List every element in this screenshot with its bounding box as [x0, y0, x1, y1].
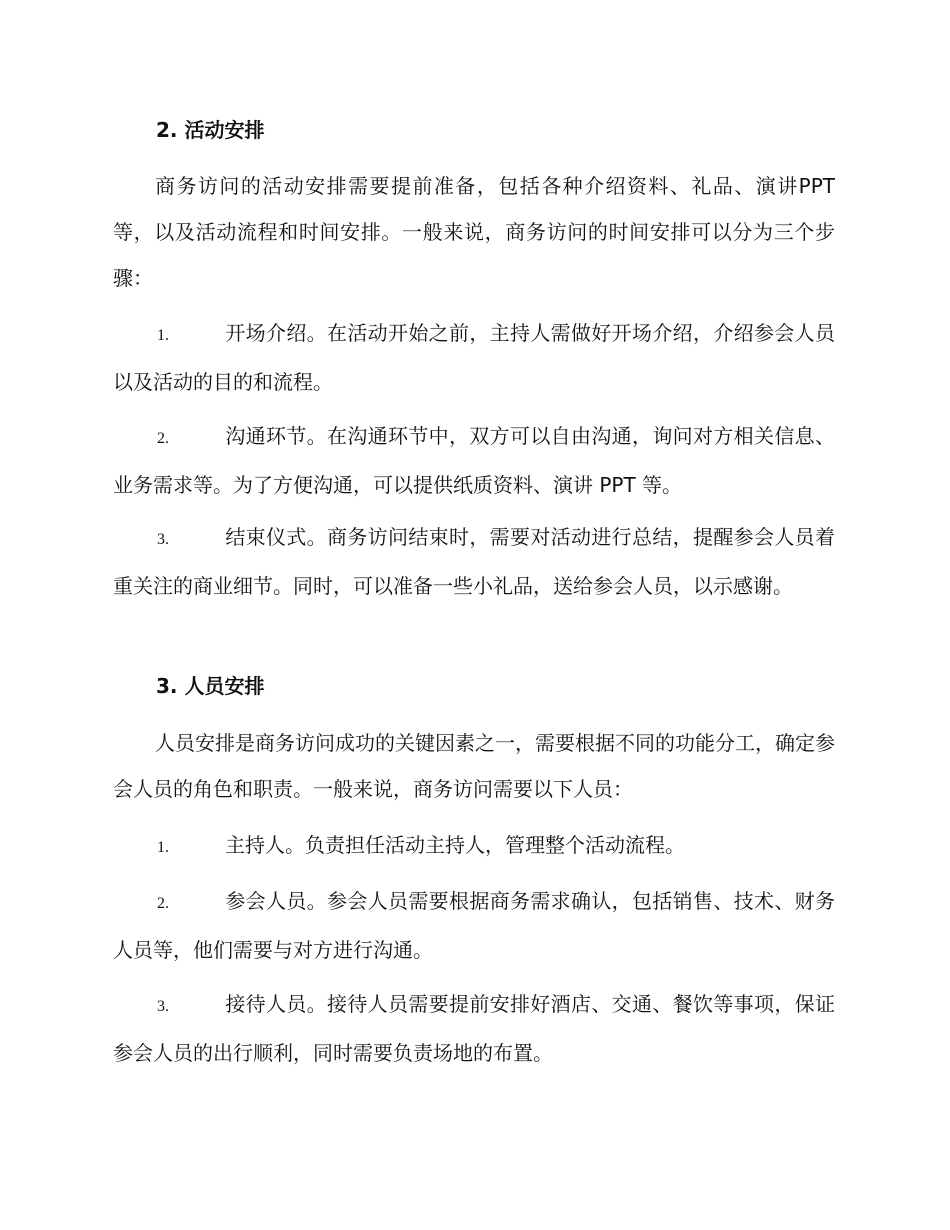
list-item-number: 3.: [157, 998, 169, 1015]
list-item: [113, 981, 835, 1076]
list-item: [113, 413, 835, 508]
list-item-text: 接待人员。接待人员需要提前安排好酒店、交通、餐饮等事项，保证参会人员的出行顺利，同时需要负责场地的布置。: [113, 992, 835, 1065]
section-heading-activity: 2. 活动安排: [156, 118, 265, 142]
list-item-number: 1.: [157, 839, 169, 856]
section-intro-staffing: 人员安排是商务访问成功的关键因素之一，需要根据不同的功能分工，确定参会人员的角色和职责。一般来说，商务访问需要以下人员：: [113, 731, 835, 801]
list-item-text: 沟通环节。在沟通环节中，双方可以自由沟通，询问对方相关信息、业务需求等。为了方便沟通，可以提供纸质资料、演讲 PPT 等。: [113, 424, 835, 497]
list-item-text: 参会人员。参会人员需要根据商务需求确认，包括销售、技术、财务人员等，他们需要与对方进行沟通。: [113, 889, 835, 962]
section-heading-staffing: 3. 人员安排: [156, 674, 265, 698]
list-item-text: 开场介绍。在活动开始之前，主持人需做好开场介绍，介绍参会人员以及活动的目的和流程。: [113, 321, 835, 394]
section-intro-activity: 商务访问的活动安排需要提前准备，包括各种介绍资料、礼品、演讲PPT 等，以及活动流程和时间安排。一般来说，商务访问的时间安排可以分为三个步骤：: [113, 174, 835, 290]
list-item-text: 结束仪式。商务访问结束时，需要对活动进行总结，提醒参会人员着重关注的商业细节。同时，可以准备一些小礼品，送给参会人员，以示感谢。: [113, 525, 835, 598]
list-item: [113, 514, 835, 609]
list-item-number: 3.: [157, 531, 169, 548]
list-item: [113, 878, 835, 973]
list-item-number: 1.: [157, 327, 169, 344]
list-item-text: 主持人。负责担任活动主持人，管理整个活动流程。: [225, 833, 685, 857]
list-item-number: 2.: [157, 430, 169, 447]
list-item-number: 2.: [157, 895, 169, 912]
list-item: [113, 822, 835, 871]
list-item: [113, 310, 835, 405]
